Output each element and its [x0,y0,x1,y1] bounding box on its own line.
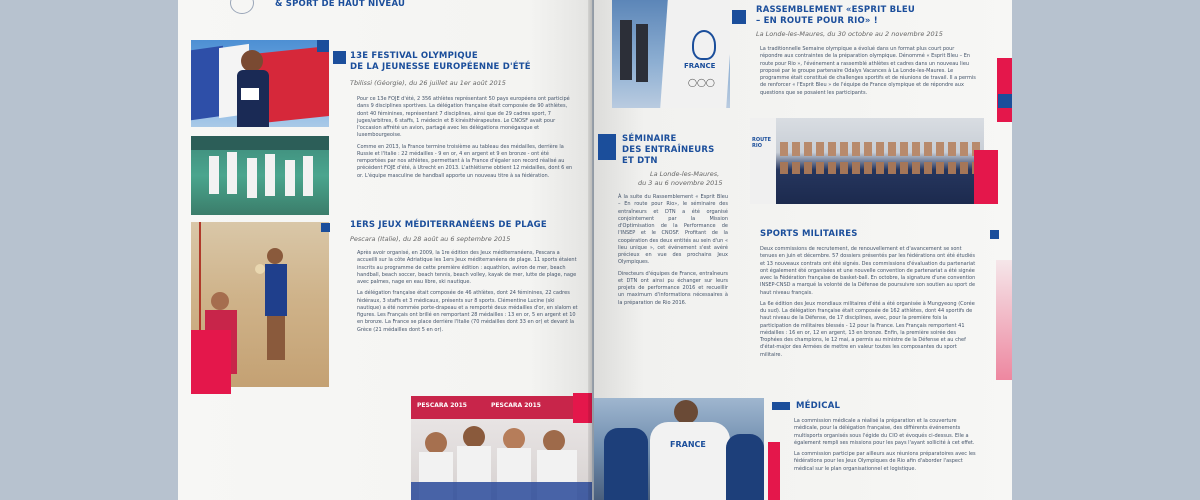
section2-paragraph: Directeurs d'équipes de France, entraîneurs et DTN ont ainsi pu échanger sur leurs projets de performance 2016 et recueillir un maximum d'informations nécessaires à la préparation de Rio 2016. [618,270,728,306]
rooster-logo-icon [692,30,716,60]
red-accent-bar [996,260,1012,380]
cnosf-logo [230,0,254,14]
section2-title-line1: SÉMINAIRE [622,134,677,144]
title-marker-square [772,402,790,410]
photo-team-medals [411,396,592,500]
section2-title: 1ERS JEUX MÉDITERRANÉENS DE PLAGE [350,220,547,230]
section3-body [760,246,976,363]
section3-paragraph: Deux commissions de recrutement, de renouvellement et d'avancement se sont tenues en juin et décembre. 57 dossiers présentés par les fédérations ont été étudiés et 13 nouveaux contrats ont été signés. Des commissions d'évaluation du partenariat ont également été organisées et une nouvelle convention de partenariat a été signée avec la Fédération française de basket-ball. En octobre, la signature d'une convention INSEP-CNSD a marqué la volonté de la Défense de poursuivre son soutien au sport de haut niveau français. [760,246,976,296]
photo-france-team-huddle [594,398,764,500]
section4-title: MÉDICAL [796,401,841,411]
photo-france-flag [612,0,730,108]
pescara-banner-text-2: PESCARA 2015 [491,402,541,409]
section2-body [618,194,728,311]
accent-square [321,223,330,232]
section4-paragraph: La commission médicale a réalisé la préparation et la couverture médicale, pour la délégation française, des différents événements multisports organisés sous l'égide du CIO et évoqués ci-dessus. Elle a également rempli ses missions pour les pays l'ayant sollicité à cet effet. [794,418,975,446]
right-page [594,0,1012,500]
section1-subtitle: Tbilissi (Géorgie), du 26 juillet au 1er août 2015 [350,79,506,87]
section1-title-line2: – EN ROUTE POUR RIO» ! [756,16,878,26]
title-marker-square [598,134,616,160]
red-accent-bar [997,58,1012,122]
red-accent-bar [974,150,998,204]
section1-title-line1: 13E FESTIVAL OLYMPIQUE [350,51,478,61]
section1-body [357,96,579,184]
section4-paragraph: La commission participe par ailleurs aux réunions préparatoires avec les fédérations pour les Jeux Olympiques de Rio afin d'aborder l'aspect médical sur le plan organisationnel et logistique. [794,451,976,472]
section2-subtitle-line1: La Londe-les-Maures, [650,170,720,178]
section3-paragraph: La 6e édition des Jeux mondiaux militaires d'été a été organisée à Mungyeong (Corée du sud). La délégation française était composée de 162 athlètes, dont 44 sportifs de haut niveau de la Défense, de 17 disciplines, avec, pour la première fois la participation de militaires blessés - 12 pour la France. Les Français remportent 41 médailles : 16 en or, 12 en argent, 13 en bronze. Enfin, la première soirée des Trophées des champions, le 12 mai, a permis au ministre de la Défense et au chef d'état-major des Armées de mettre en valeur toutes les composantes du sport militaire. [760,300,975,358]
page-header: & SPORT DE HAUT NIVEAU [275,0,406,9]
section2-paragraph: Après avoir organisé, en 2009, la 1re édition des Jeux méditerranéens, Pescara a accueilli sur la côte Adriatique les 1ers Jeux méditerranéens de plage. 11 sports étaient inscrits au programme de cette première édition : aquathlon, aviron de mer, beach handball, beach soccer, beach tennis, beach volley, kayak de mer, lutte de plage, nage avec palmes, nage en eau libre, ski nautique. [357,250,577,285]
section2-paragraph: À la suite du Rassemblement « Esprit Bleu – En route pour Rio», le séminaire des entraîneurs et DTN a été organisé conjointement par la Mission d'Optimisation de la Performance de l'INSEP et le CNOSF. Profitant de la coopération des deux entités au sein d'un « lieu unique », cet événement s'est avéré précieux en vue des prochains Jeux Olympiques. [618,194,728,266]
olympic-rings-icon: ◯◯◯ [688,78,715,87]
section1-subtitle: La Londe-les-Maures, du 30 octobre au 2 novembre 2015 [756,30,943,38]
photo-athlete-with-flag [191,40,329,127]
flag-france-text: FRANCE [684,62,716,70]
pescara-banner-text: PESCARA 2015 [417,402,467,409]
title-marker-square [333,51,346,64]
magazine-spread [178,0,1012,500]
section1-body [760,46,976,101]
section2-title-line3: ET DTN [622,156,658,166]
section1-title-line1: RASSEMBLEMENT «ESPRIT BLEU [756,5,916,15]
photo-handball-team [191,136,329,215]
accent-square [998,94,1012,108]
section1-paragraph: Pour ce 13e FOJE d'été, 2 356 athlètes représentant 50 pays européens ont participé dans 9 disciplines sportives. La délégation française était composée de 90 athlètes, dont 40 féminines, représentant 7 disciplines, ainsi que de 29 cadres sport, 7 juges/arbitres, 6 staffs, 1 médecin et 8 kinésithérapeutes. Le CNOSF avait pour l'occasion affrété un avion, partagé avec les délégations monégasque et luxembourgeoise. [357,96,570,139]
left-page [178,0,592,500]
title-marker-square [990,230,999,239]
photo-group-esprit-bleu [750,118,984,204]
section3-title: SPORTS MILITAIRES [760,229,858,239]
accent-square [317,40,329,52]
title-marker-square [732,10,746,24]
section1-title-line2: DE LA JEUNESSE EUROPÉENNE D'ÉTÉ [350,62,531,72]
section2-subtitle-line2: du 3 au 6 novembre 2015 [638,179,723,187]
section1-paragraph: Comme en 2013, la France termine troisième au tableau des médailles, derrière la Russie et l'Italie : 22 médailles - 9 en or, 4 en argent et 9 en bronze - ont été remportées par nos athlètes, permettant à la France d'égaler son record réalisé au précédent FOJE d'été, à Utrecht en 2013. L'athlétisme obtient 12 médailles, dont 6 en or. L'équipe masculine de handball apporte un nouveau titre à sa fédération. [357,143,573,179]
section2-subtitle: Pescara (Italie), du 28 août au 6 septembre 2015 [350,235,511,243]
section1-paragraph: La traditionnelle Semaine olympique a évolué dans un format plus court pour répondre aux contraintes de la préparation olympique. Dénommé « Esprit Bleu – En route pour Rio », l'événement a rassemblé athlètes et cadres dans un nouveau lieu proposé par le groupe partenaire Odalys Vacances à La Londe-les-Maures. Le programme était constitué de challenges sportifs et de réunions de travail. Il a permis de renforcer « l'Esprit Bleu » de l'équipe de France olympique et de répondre aux questions que se posaient les participants. [760,46,976,96]
shirt-france-text: FRANCE [670,440,706,449]
section2-title-line2: DES ENTRAÎNEURS [622,145,715,155]
section2-body [357,250,579,338]
section4-body [794,418,980,477]
red-accent-bar [768,442,780,500]
route-rio-banner-text: ROUTE RIO [752,137,771,149]
section2-paragraph: La délégation française était composée de 46 athlètes, dont 24 féminines, 22 cadres fédéraux, 3 staffs et 3 médicaux, présents sur 8 sports. Clémentine Lucine (ski nautique) a été nommée porte-drapeau et a remporté deux médailles d'or, en slalom et figures. Les Français ont brillé en remportant 28 médailles : 13 en or, 5 en argent et 10 en bronze. La France se place derrière l'Italie (70 médailles dont 33 en or) et devant la Grèce (21 médailles dont 5 en or). [357,290,578,333]
red-accent-bar [191,330,231,394]
